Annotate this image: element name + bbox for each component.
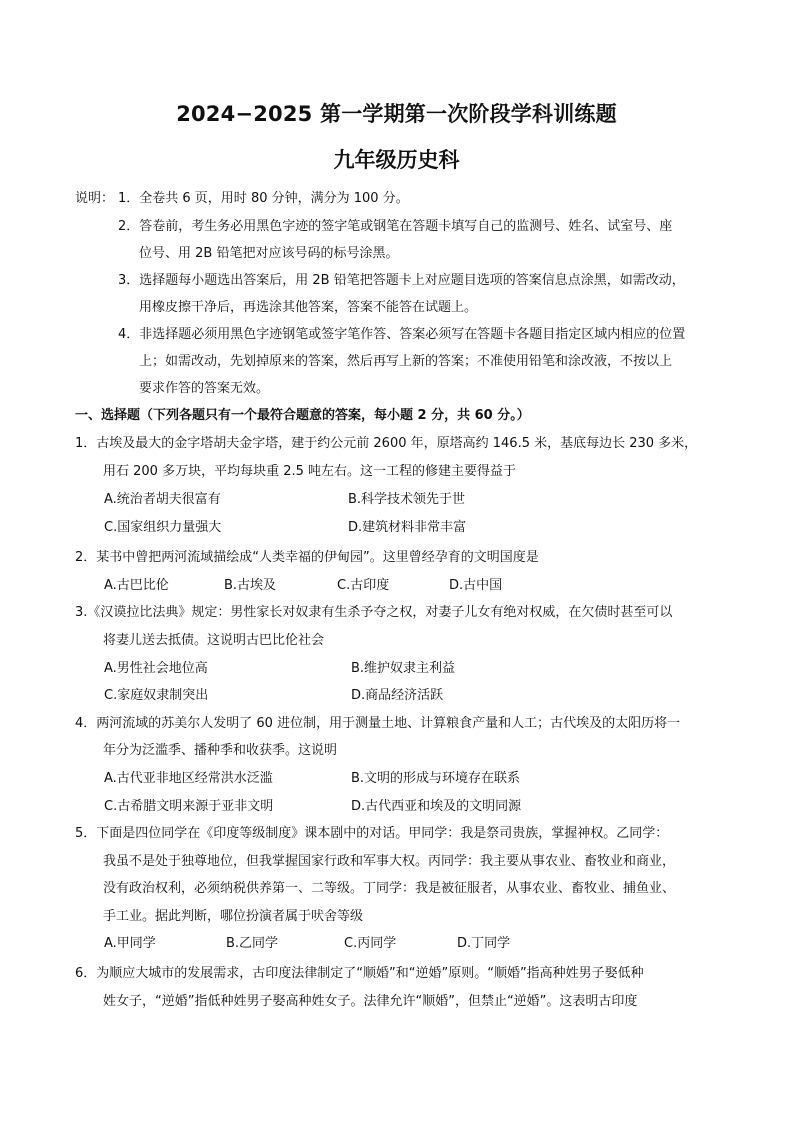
q5-stem-2: 我虽不是处于独尊地位，但我掌握国家行政和军事大权。丙同学：我主要从事农业、畜牧业和商业， <box>103 854 676 869</box>
q2-option-a: A.古巴比伦 <box>104 578 169 593</box>
q4-stem-2: 年分为泛滥季、播种季和收获季。这说明 <box>103 743 338 758</box>
q1-option-b: B.科学技术领先于世 <box>348 492 466 507</box>
q6-stem-2: 姓女子，“逆婚”指低种姓男子娶高种姓女子。法律允许“顺婚”，但禁止“逆婚”。这表明古印度 <box>103 994 638 1009</box>
q1-option-d: D.建筑材料非常丰富 <box>348 520 467 535</box>
q6-stem-1: 6．为顺应大城市的发展需求，古印度法律制定了“顺婚”和“逆婚”原则。“顺婚”指高种姓男子娶低种 <box>75 966 644 981</box>
q1-stem-1: 1．古埃及最大的金字塔胡夫金字塔，建于约公元前 2600 年，原塔高约 146.5 米，基底每边长 230 多米， <box>75 436 698 451</box>
q4-option-b: B.文明的形成与环境存在联系 <box>351 771 521 786</box>
instruction-3b: 用橡皮擦干净后，再选涂其他答案，答案不能答在试题上。 <box>139 300 478 315</box>
instructions-label: 说明： <box>75 191 115 206</box>
q4-option-c: C.古希腊文明来源于亚非文明 <box>104 799 274 814</box>
q1-stem-2: 用石 200 多万块，平均每块重 2.5 吨左右。这一工程的修建主要得益于 <box>103 464 517 479</box>
q5-stem-3: 没有政治权利，必须纳税供养第一、二等级。丁同学：我是被征服者，从事农业、畜牧业、捕鱼业、 <box>103 881 676 896</box>
q2-stem-1: 2．某书中曾把两河流域描绘成“人类幸福的伊甸园”。这里曾经孕育的文明国度是 <box>75 550 539 565</box>
q3-stem-1: 3.《汉谟拉比法典》规定：男性家长对奴隶有生杀予夺之权，对妻子儿女有绝对权威，在欠债时甚至可以 <box>75 605 673 620</box>
q3-stem-2: 将妻儿送去抵债。这说明古巴比伦社会 <box>103 633 325 648</box>
q5-option-d: D.丁同学 <box>457 936 511 951</box>
q3-option-c: C.家庭奴隶制突出 <box>104 688 209 703</box>
q2-option-c: C.古印度 <box>337 578 390 593</box>
q1-option-a: A.统治者胡夫很富有 <box>104 492 221 507</box>
exam-subtitle: 九年级历史科 <box>333 148 460 172</box>
q3-option-b: B.维护奴隶主利益 <box>351 661 456 676</box>
q1-option-c: C.国家组织力量强大 <box>104 520 222 535</box>
q2-option-b: B.古埃及 <box>224 578 277 593</box>
instruction-4c: 要求作答的答案无效。 <box>139 381 270 396</box>
instruction-4a: 4．非选择题必须用黑色字迹钢笔或签字笔作答、答案必须写在答题卡各题目指定区域内相应的位置 <box>118 327 686 342</box>
q4-option-a: A.古代亚非地区经常洪水泛滥 <box>104 771 273 786</box>
instruction-3a: 3．选择题每小题选出答案后，用 2B 铅笔把答题卡上对应题目选项的答案信息点涂黑，如需改动， <box>118 273 685 288</box>
q2-option-d: D.古中国 <box>449 578 503 593</box>
q5-option-a: A.甲同学 <box>104 936 156 951</box>
q3-option-d: D.商品经济活跃 <box>351 688 444 703</box>
instruction-1: 1．全卷共 6 页，用时 80 分钟，满分为 100 分。 <box>118 191 409 206</box>
q3-option-a: A.男性社会地位高 <box>104 661 208 676</box>
q5-stem-1: 5．下面是四位同学在《印度等级制度》课本剧中的对话。甲同学：我是祭司贵族，掌握神权。乙同学： <box>75 826 669 841</box>
instruction-4b: 上；如需改动，先划掉原来的答案，然后再写上新的答案；不准使用铅笔和涂改液，不按以上 <box>139 354 673 369</box>
section-heading: 一、选择题（下列各题只有一个最符合题意的答案，每小题 2 分，共 60 分。） <box>75 408 530 423</box>
q5-option-c: C.丙同学 <box>344 936 397 951</box>
q4-stem-1: 4．两河流域的苏美尔人发明了 60 进位制，用于测量土地、计算粮食产量和人工；古代埃及的太阳历将一 <box>75 716 681 731</box>
q4-option-d: D.古代西亚和埃及的文明同源 <box>351 799 522 814</box>
q5-option-b: B.乙同学 <box>226 936 279 951</box>
instruction-2a: 2．答卷前，考生务必用黑色字迹的签字笔或钢笔在答题卡填写自己的监测号、姓名、试室号、座 <box>118 219 673 234</box>
instruction-2b: 位号、用 2B 铅笔把对应该号码的标号涂黑。 <box>139 246 399 261</box>
q5-stem-4: 手工业。据此判断，哪位扮演者属于吠舍等级 <box>103 909 364 924</box>
exam-title: 2024−2025 第一学期第一次阶段学科训练题 <box>176 102 617 126</box>
